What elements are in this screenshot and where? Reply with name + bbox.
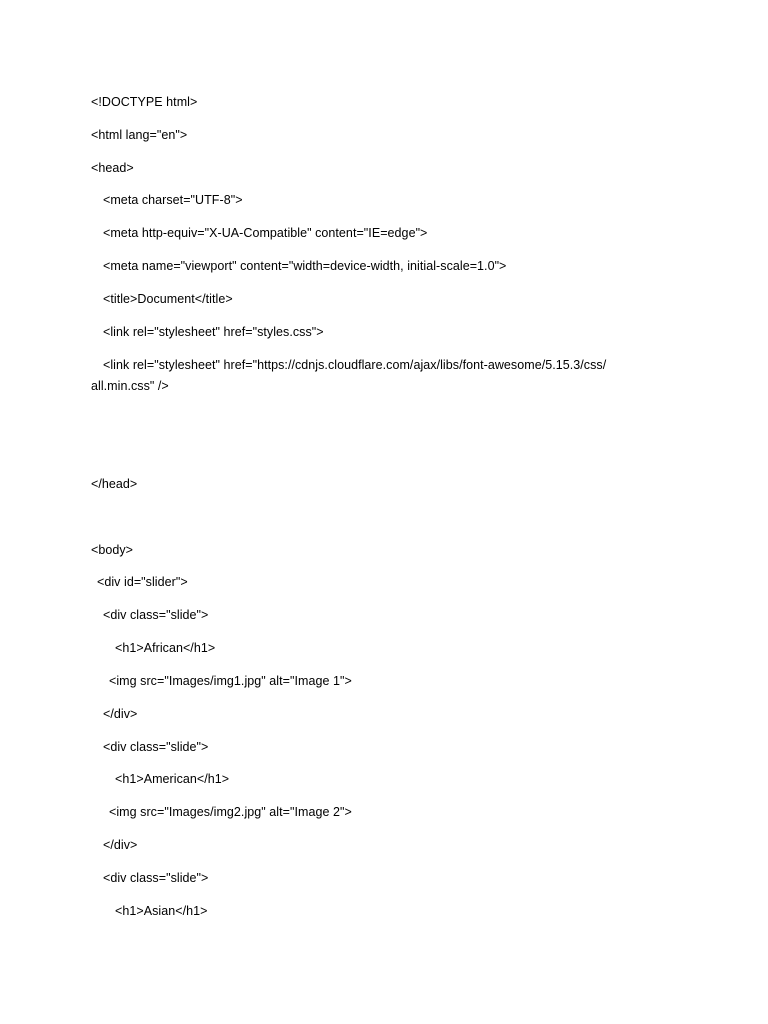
- code-line-div-slider: <div id="slider">: [97, 575, 188, 589]
- code-line-div-close-1: </div>: [103, 707, 138, 721]
- code-line-h1-african: <h1>African</h1>: [115, 641, 216, 655]
- code-line-div-slide-1: <div class="slide">: [103, 608, 209, 622]
- code-line-img-1: <img src="Images/img1.jpg" alt="Image 1">: [109, 674, 352, 688]
- code-line-meta-compatible: <meta http-equiv="X-UA-Compatible" content="IE=edge">: [103, 226, 428, 240]
- code-line-h1-american: <h1>American</h1>: [115, 772, 230, 786]
- code-line-doctype: <!DOCTYPE html>: [91, 95, 198, 109]
- code-line-head-open: <head>: [91, 161, 134, 175]
- code-line-link-fontawesome-wrap: all.min.css" />: [91, 379, 169, 393]
- code-line-link-fontawesome: <link rel="stylesheet" href="https://cdnjs.cloudflare.com/ajax/libs/font-awesome/5.15.3/css/: [103, 358, 607, 372]
- code-line-html-open: <html lang="en">: [91, 128, 188, 142]
- code-line-div-slide-2: <div class="slide">: [103, 740, 209, 754]
- code-line-meta-charset: <meta charset="UTF-8">: [103, 193, 243, 207]
- code-line-div-close-2: </div>: [103, 838, 138, 852]
- code-line-body-open: <body>: [91, 543, 134, 557]
- code-line-head-close: </head>: [91, 477, 138, 491]
- code-line-h1-asian: <h1>Asian</h1>: [115, 904, 208, 918]
- code-line-div-slide-3: <div class="slide">: [103, 871, 209, 885]
- code-line-img-2: <img src="Images/img2.jpg" alt="Image 2">: [109, 805, 352, 819]
- code-line-link-styles: <link rel="stylesheet" href="styles.css">: [103, 325, 324, 339]
- code-line-title: <title>Document</title>: [103, 292, 233, 306]
- code-line-meta-viewport: <meta name="viewport" content="width=device-width, initial-scale=1.0">: [103, 259, 507, 273]
